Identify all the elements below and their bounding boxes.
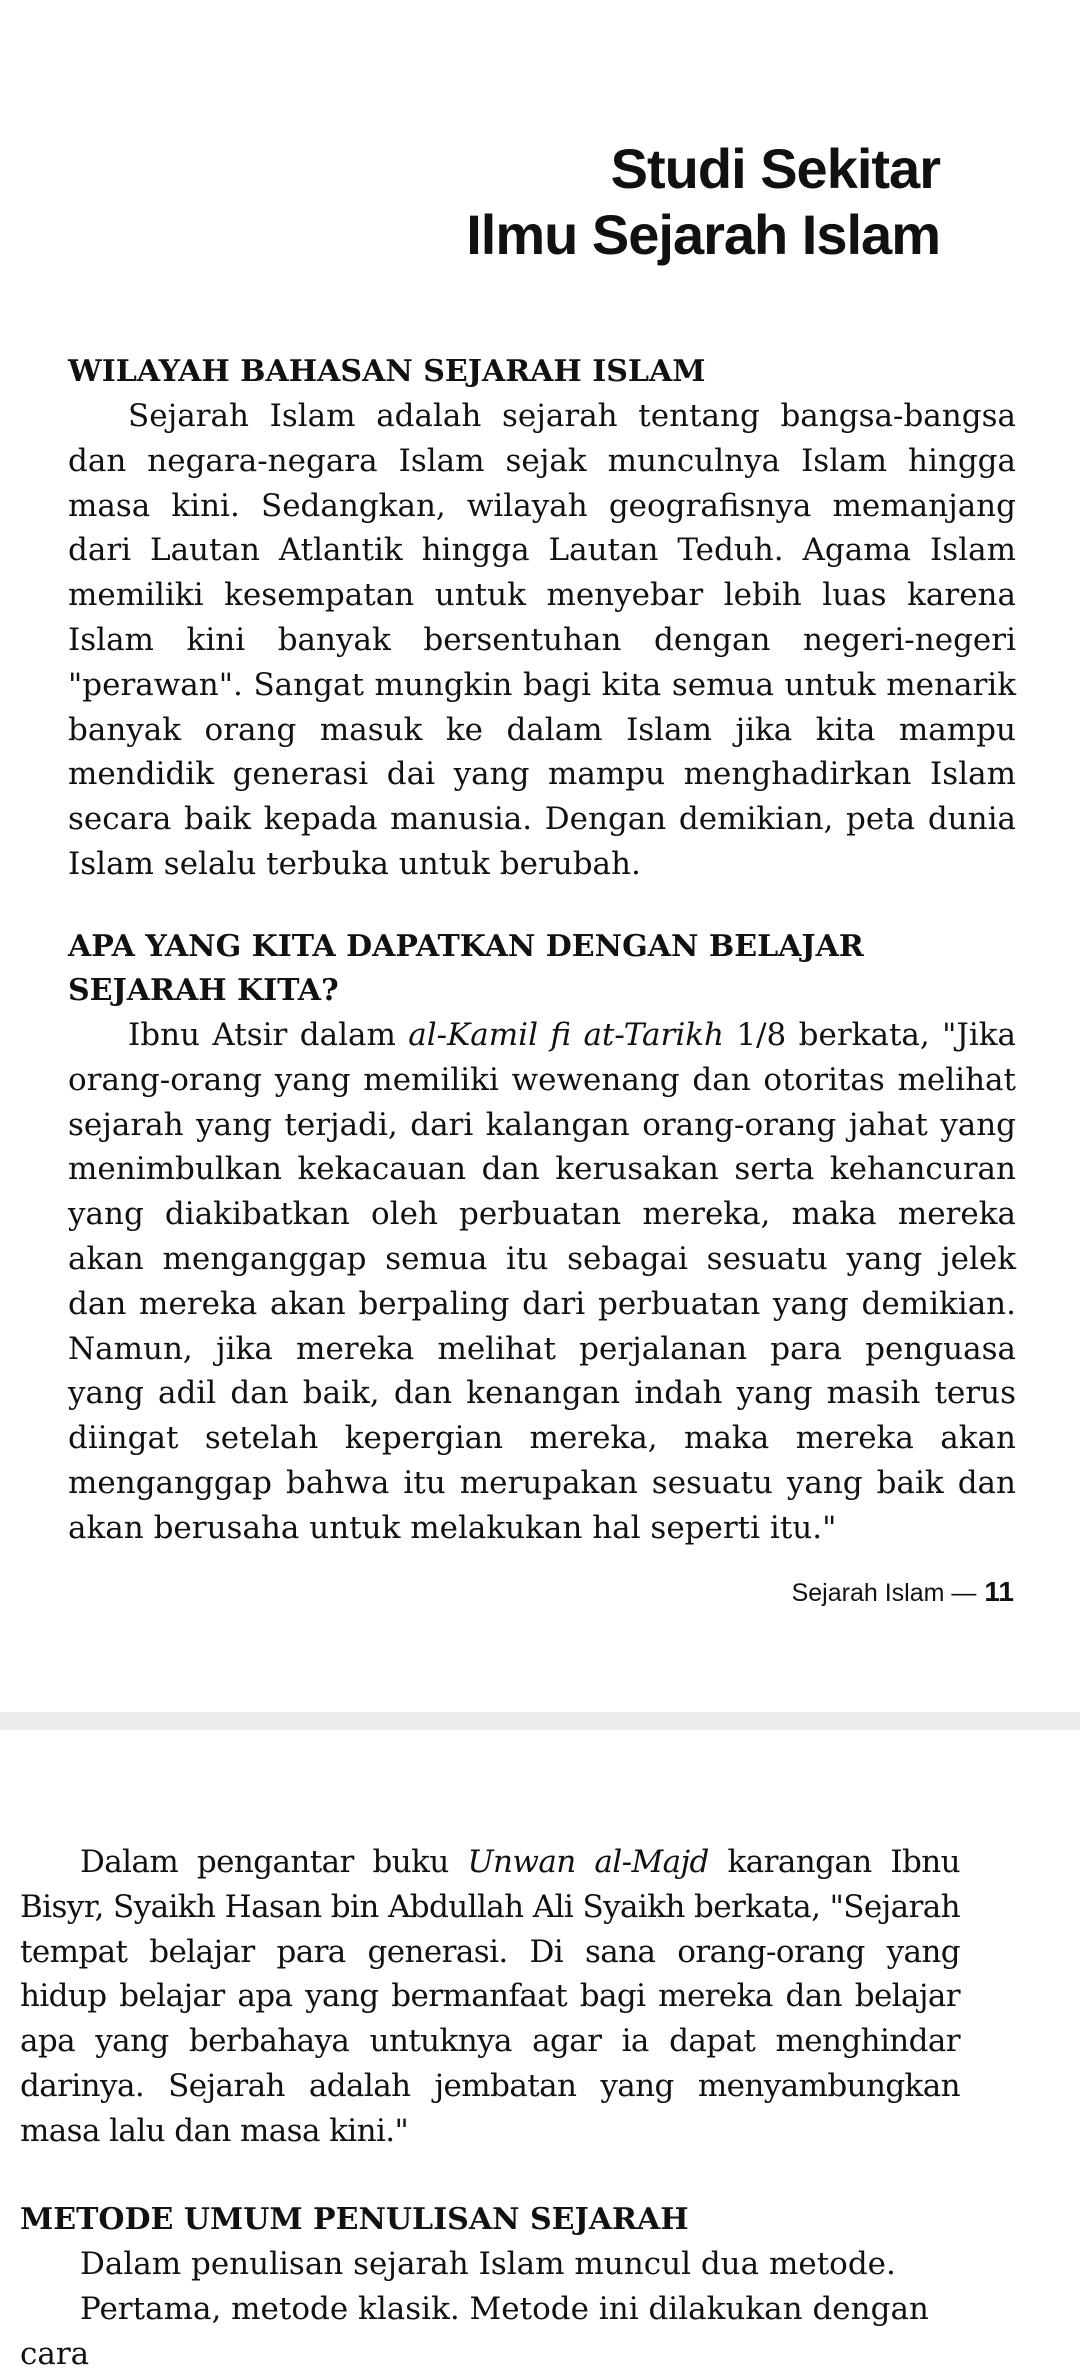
page-footer: [792, 1576, 1014, 1608]
paragraph-text-rest: karangan Ibnu Bisyr, Syaikh Hasan bin Abdullah Ali Syaikh berkata, "Sejarah tempat belajar para generasi. Di sana orang-orang yang hidup belajar apa yang bermanfaat bagi mereka dan belajar apa yang berbahaya untuknya agar ia dapat menghindar darinya. Sejarah adalah jembatan yang menyambungkan masa lalu dan masa kini.": [20, 1844, 961, 2149]
section-wilayah-bahasan: [68, 350, 1016, 887]
section-metode-umum: [20, 2198, 960, 2376]
quote-paragraph: [20, 1840, 960, 2154]
paragraph-text-start: Ibnu Atsir dalam: [128, 1017, 409, 1053]
footer-book-name: Sejarah Islam —: [791, 1579, 977, 1607]
section-heading: [68, 925, 1016, 1013]
chapter-title: [466, 136, 940, 268]
page-number: 11: [984, 1576, 1014, 1607]
chapter-title-line-2: Ilmu Sejarah Islam: [466, 203, 940, 266]
section-apa-yang-kita-dapatkan: [68, 925, 1016, 1551]
section-heading-line-2: SEJARAH KITA?: [68, 973, 339, 1008]
quote-paragraph-section: [20, 1840, 960, 2154]
section-heading: METODE UMUM PENULISAN SEJARAH: [20, 2202, 689, 2237]
section-heading-line-1: APA YANG KITA DAPATKAN DENGAN BELAJAR: [68, 929, 864, 964]
section-line-1: Dalam penulisan sejarah Islam muncul dua metode.: [80, 2246, 896, 2282]
paragraph-text-start: Dalam pengantar buku: [80, 1844, 468, 1880]
section-paragraph: [68, 1013, 1016, 1551]
section-heading: WILAYAH BAHASAN SEJARAH ISLAM: [68, 354, 706, 389]
chapter-title-line-1: Studi Sekitar: [610, 137, 940, 200]
section-line-2: Pertama, metode klasik. Metode ini dilakukan dengan cara: [20, 2290, 929, 2372]
book-title-italic: al-Kamil fi at-Tarikh: [408, 1017, 724, 1053]
paragraph-text-rest: 1/8 berkata, "Jika orang-orang yang memiliki wewenang dan otoritas melihat sejarah yang terjadi, dari kalangan orang-orang jahat yang menimbulkan kekacauan dan kerusakan serta kehancuran yang diakibatkan oleh perbuatan mereka, maka mereka akan menganggap semua itu sebagai sesuatu yang jelek dan mereka akan berpaling dari perbuatan yang demikian. Namun, jika mereka melihat perjalanan para penguasa yang adil dan baik, dan kenangan indah yang masih terus diingat setelah kepergian mereka, maka mereka akan menganggap bahwa itu merupakan sesuatu yang baik dan akan berusaha untuk melakukan hal seperti itu.": [68, 1017, 1016, 1546]
section-paragraph: Sejarah Islam adalah sejarah tentang bangsa-bangsa dan negara-negara Islam sejak munculnya Islam hingga masa kini. Sedangkan, wilayah geografisnya memanjang dari Lautan Atlantik hingga Lautan Teduh. Agama Islam memiliki kesempatan untuk menyebar lebih luas karena Islam kini banyak bersentuhan dengan negeri-negeri "perawan". Sangat mungkin bagi kita semua untuk menarik banyak orang masuk ke dalam Islam jika kita mampu mendidik generasi dai yang mampu menghadirkan Islam secara baik kepada manusia. Dengan demikian, peta dunia Islam selalu terbuka untuk berubah.: [68, 398, 1016, 882]
book-title-italic: Unwan al-Majd: [467, 1844, 709, 1880]
page-separator: [0, 1712, 1080, 1730]
